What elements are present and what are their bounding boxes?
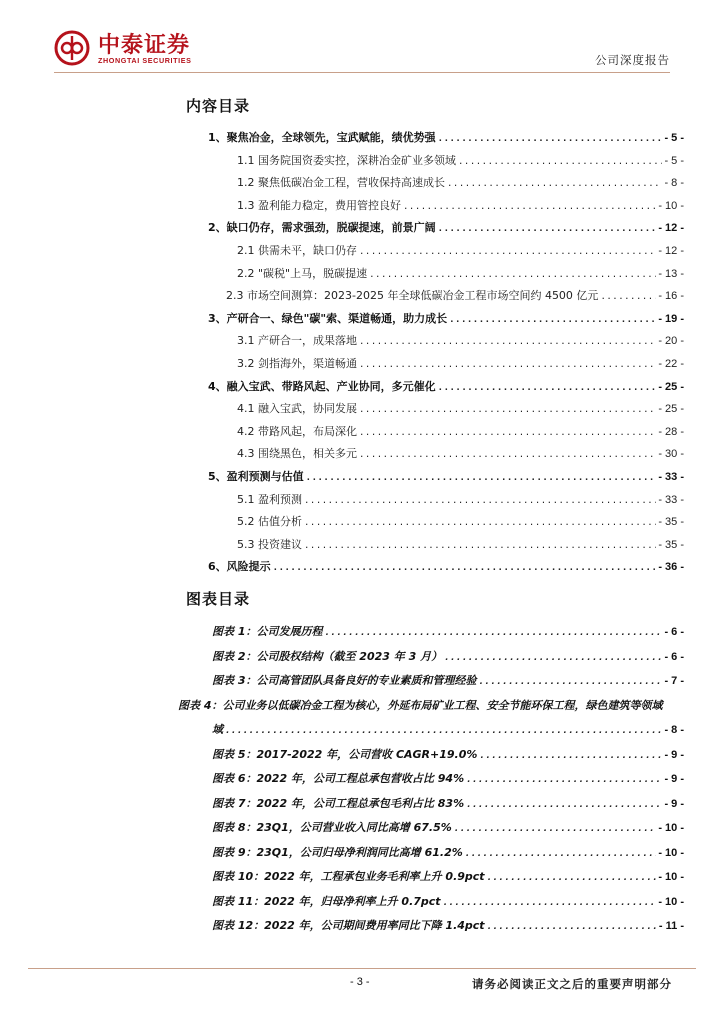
- company-logo: [54, 26, 230, 72]
- figure-entry[interactable]: [212, 770, 684, 786]
- figure-entry-label: 图表 9：23Q1，公司归母净利润同比高增 61.2%: [212, 845, 463, 859]
- toc-leader-dots: [306, 473, 657, 483]
- toc-entry-label: 2.3 市场空间测算：2023-2025 年全球低碳冶金工程市场空间约 4500 亿元: [226, 289, 599, 303]
- header-divider: [54, 72, 670, 73]
- logo-text-cn: 中泰证券: [98, 33, 191, 58]
- toc-leader-dots: [479, 751, 662, 761]
- figure-entry-page: - 9 -: [664, 748, 684, 761]
- toc-entry[interactable]: [208, 468, 684, 484]
- zhongtai-logo-icon: [54, 30, 90, 66]
- toc-leader-dots: [225, 726, 662, 736]
- toc-entry-page: - 12 -: [658, 245, 684, 257]
- toc-entry-page: - 12 -: [658, 222, 684, 235]
- figure-entry-label: 图表 8：23Q1，公司营业收入同比高增 67.5%: [212, 821, 452, 834]
- toc-entry[interactable]: [237, 355, 684, 371]
- toc-entry[interactable]: [237, 513, 684, 529]
- figure-entry-label: 图表 5：2017-2022 年，公司营收 CAGR+19.0%: [212, 747, 478, 761]
- toc-entry-label: 3、产研合一、绿色"碳"索、渠道畅通，助力成长: [208, 311, 448, 325]
- toc-leader-dots: [359, 450, 656, 460]
- toc-entry-label: 6、风险提示: [208, 560, 271, 574]
- figure-entry-label: 图表 7：2022 年，公司工程总承包毛利占比 83%: [212, 796, 465, 810]
- toc-entry-label: 5.1 盈利预测: [237, 492, 302, 506]
- toc-entry[interactable]: [208, 310, 684, 326]
- toc-leader-dots: [438, 383, 657, 393]
- figure-entry-label: 图表 11：2022 年，归母净利率上升 0.7pct: [212, 894, 441, 908]
- toc-entry-page: - 8 -: [664, 177, 684, 190]
- toc-entry-page: - 20 -: [658, 335, 684, 348]
- toc-entry-page: - 30 -: [658, 448, 684, 461]
- toc-entry[interactable]: [237, 445, 684, 461]
- figure-entry[interactable]: [212, 648, 684, 664]
- toc-entry-label: 1.3 盈利能力稳定，费用管控良好: [237, 198, 401, 212]
- toc-entry-page: - 33 -: [658, 471, 684, 483]
- toc-leader-dots: [487, 922, 657, 932]
- toc-entry-label: 5、盈利预测与估值: [208, 470, 304, 483]
- toc-entry-page: - 19 -: [658, 312, 684, 325]
- toc-entry-page: - 5 -: [664, 132, 684, 144]
- figure-entry-page: - 9 -: [664, 773, 684, 785]
- figure-entry-page: - 6 -: [664, 626, 684, 638]
- toc-entry[interactable]: [208, 219, 684, 235]
- figure-entry-page: - 10 -: [658, 822, 684, 834]
- figure-entry-label: 图表 3：公司高管团队具备良好的专业素质和管理经验: [212, 674, 477, 687]
- figure-entry-page: - 10 -: [658, 871, 684, 883]
- figure-entry[interactable]: [212, 893, 684, 909]
- toc-leader-dots: [403, 202, 656, 212]
- toc-entry-page: - 36 -: [658, 561, 684, 574]
- toc-entry-label: 1、聚焦冶金，全球领先，宝武赋能，绩优势强: [208, 131, 436, 144]
- figure-entry-label: 图表 12：2022 年，公司期间费用率同比下降 1.4pct: [212, 919, 485, 932]
- figure-entry-page: - 10 -: [658, 895, 684, 908]
- toc-leader-dots: [304, 518, 656, 528]
- toc-entry[interactable]: [237, 265, 684, 281]
- toc-leader-dots: [454, 824, 657, 834]
- toc-entry-page: - 35 -: [658, 538, 684, 551]
- toc-leader-dots: [359, 247, 656, 257]
- toc-entry[interactable]: [237, 174, 684, 190]
- toc-leader-dots: [324, 628, 662, 638]
- toc-leader-dots: [478, 677, 662, 687]
- toc-entry-page: - 33 -: [658, 493, 684, 506]
- figure-entry-label: 图表 10：2022 年，工程承包业务毛利率上升 0.9pct: [212, 870, 485, 883]
- toc-entry-page: - 25 -: [658, 403, 684, 416]
- toc-entry-page: - 5 -: [664, 154, 684, 167]
- toc-leader-dots: [273, 563, 657, 573]
- footer-divider: [28, 968, 696, 969]
- toc-entry-page: - 25 -: [658, 380, 684, 393]
- figures-title: 图表目录: [186, 590, 251, 608]
- toc-entry[interactable]: [237, 197, 684, 213]
- toc-leader-dots: [359, 337, 656, 347]
- toc-entry-label: 3.1 产研合一，成果落地: [237, 334, 357, 348]
- toc-entry[interactable]: [237, 400, 684, 416]
- toc-entry-label: 4.1 融入宝武，协同发展: [237, 402, 357, 416]
- toc-entry[interactable]: [237, 423, 684, 439]
- toc-entry[interactable]: [237, 152, 684, 168]
- toc-entry-page: - 16 -: [658, 290, 684, 303]
- toc-entry-page: - 35 -: [658, 516, 684, 529]
- toc-entry-label: 4、融入宝武、带路风起、产业协同，多元催化: [208, 379, 436, 393]
- toc-entry-page: - 22 -: [658, 358, 684, 370]
- toc-entry-page: - 28 -: [658, 425, 684, 438]
- toc-leader-dots: [304, 541, 656, 551]
- toc-leader-dots: [466, 775, 662, 785]
- toc-entry-label: 1.1 国务院国资委实控，深耕冶金矿业多领域: [237, 153, 456, 167]
- figure-entry-label: 图表 6：2022 年，公司工程总承包营收占比 94%: [212, 772, 465, 785]
- figure-entry-page: - 6 -: [664, 650, 684, 663]
- report-type: 公司深度报告: [595, 53, 670, 67]
- figure-entry-label: 图表 2：公司股权结构（截至 2023 年 3 月）: [212, 649, 443, 663]
- toc-entry-label: 5.3 投资建议: [237, 537, 302, 551]
- figure-entry[interactable]: [212, 746, 684, 762]
- toc-entry-label: 5.2 估值分析: [237, 515, 302, 529]
- toc-leader-dots: [447, 179, 662, 189]
- toc-entry-label: 2.1 供需未平，缺口仍存: [237, 244, 357, 257]
- toc-entry-label: 3.2 剑指海外，渠道畅通: [237, 357, 357, 370]
- figure-entry-page: - 9 -: [664, 797, 684, 810]
- toc-leader-dots: [438, 134, 663, 144]
- toc-leader-dots: [304, 496, 656, 506]
- toc-entry-label: 2、缺口仍存，需求强劲，脱碳提速，前景广阔: [208, 221, 436, 235]
- figure-entry[interactable]: [212, 672, 684, 688]
- figure-entry[interactable]: [212, 623, 684, 639]
- toc-entry[interactable]: [226, 287, 684, 303]
- toc-leader-dots: [443, 898, 657, 908]
- toc-leader-dots: [359, 405, 656, 415]
- figure-entry[interactable]: [212, 917, 684, 933]
- toc-entry-page: - 13 -: [658, 267, 684, 280]
- toc-entry-label: 4.2 带路风起，布局深化: [237, 424, 357, 438]
- toc-leader-dots: [600, 292, 656, 302]
- toc-entry-label: 4.3 围绕黑色，相关多元: [237, 447, 357, 461]
- figure-entry-page: - 10 -: [658, 846, 684, 859]
- figure-entry-page: - 7 -: [664, 675, 684, 687]
- figure-entry-label: 图表 1：公司发展历程: [212, 625, 323, 638]
- toc-entry[interactable]: [237, 536, 684, 552]
- toc-entry-page: - 10 -: [658, 199, 684, 212]
- toc-entry-label: 1.2 聚焦低碳冶金工程，营收保持高速成长: [237, 176, 445, 190]
- toc-leader-dots: [369, 270, 656, 280]
- figure-entry[interactable]: [212, 721, 684, 737]
- toc-leader-dots: [438, 224, 657, 234]
- toc-entry[interactable]: [208, 129, 684, 145]
- figure-entry-label-line2: 域: [212, 723, 223, 736]
- disclaimer: 请务必阅读正文之后的重要声明部分: [472, 977, 672, 991]
- figure-entry-label-line1[interactable]: 图表 4：公司业务以低碳冶金工程为核心，外延布局矿业工程、安全节能环保工程，绿色建筑等领域: [178, 698, 663, 712]
- page-number: - 3 -: [350, 976, 370, 988]
- figure-entry[interactable]: [212, 844, 684, 860]
- figure-entry[interactable]: [212, 868, 684, 884]
- toc-entry[interactable]: [208, 378, 684, 394]
- toc-leader-dots: [359, 428, 656, 438]
- toc-leader-dots: [359, 360, 656, 370]
- toc-entry-label: 2.2 "碳税"上马，脱碳提速: [237, 266, 368, 280]
- toc-leader-dots: [449, 315, 656, 325]
- contents-title: 内容目录: [186, 97, 251, 115]
- toc-entry[interactable]: [237, 332, 684, 348]
- figure-entry[interactable]: [212, 819, 684, 835]
- toc-leader-dots: [444, 653, 662, 663]
- logo-text-en: ZHONGTAI SECURITIES: [98, 56, 192, 65]
- toc-entry[interactable]: [237, 242, 684, 258]
- toc-entry[interactable]: [208, 558, 684, 574]
- toc-entry[interactable]: [237, 491, 684, 507]
- toc-leader-dots: [465, 849, 657, 859]
- toc-leader-dots: [487, 873, 657, 883]
- toc-leader-dots: [466, 800, 662, 810]
- toc-leader-dots: [458, 157, 662, 167]
- figure-entry-page: - 8 -: [664, 724, 684, 736]
- figure-entry[interactable]: [212, 795, 684, 811]
- figure-entry-page: - 11 -: [658, 920, 684, 932]
